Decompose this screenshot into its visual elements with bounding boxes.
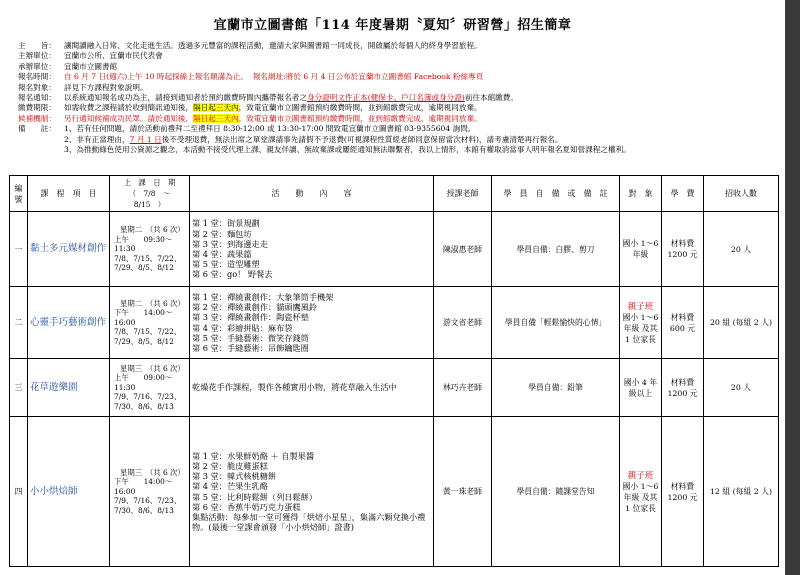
header-quota: 招收人數	[704, 176, 779, 212]
table-row	[10, 359, 779, 417]
fee-label: 繳費期限：	[18, 103, 56, 113]
schedule-day: 星期三 （共 6 次）	[120, 467, 185, 477]
purpose-label: 主 旨：	[18, 41, 56, 50]
schedule-dates-2: 7/29、8/5、8/12	[114, 263, 174, 273]
activity-line: 第 1 堂：禪繞畫創作：大象筆筒手機架	[192, 291, 334, 302]
notice-id-docs: 身分證明文件正本(健保卡、戶口名簿或身分證)	[307, 93, 465, 103]
activity-line: 第 6 堂：go！ 野餐去	[192, 269, 273, 280]
header-fee: 學 費	[662, 176, 704, 212]
waitlist-text-b: ，致電宜蘭市立圖書館預約繳費時間，並到館繳費完成，逾期視同放棄。	[238, 113, 482, 123]
activity-line: 第 5 堂：造型雕塑	[192, 259, 260, 270]
activity-line: 第 2 堂：禪繞畫創作：貓頭鷹風鈴	[192, 302, 318, 313]
prep-cell: 學員自備：白膠、剪刀	[492, 212, 620, 287]
schedule-day: 星期二 （共 6 次）	[120, 225, 185, 235]
remark-2-date: 7 月 1 日	[129, 134, 162, 144]
header-prep: 學 員 自 備 或 備 註	[492, 176, 620, 212]
info-section	[18, 41, 778, 155]
activity-line: 第 6 堂：香蕉牛奶巧克力蛋糕	[192, 501, 301, 512]
notice-label: 報名通知：	[18, 93, 56, 103]
parent-child-label: 親子班	[627, 302, 654, 312]
schedule-dates-2: 7/30、8/6、8/13	[114, 505, 174, 515]
purpose-row	[18, 41, 778, 51]
waitlist-row	[18, 114, 778, 124]
schedule-dates-1: 7/9、7/16、7/23、	[114, 392, 182, 402]
quota-cell: 20 人	[704, 359, 779, 417]
header-target: 對 象	[620, 176, 662, 212]
fee-cell: 材料費 1200 元	[662, 212, 704, 287]
activity-line: 第 6 堂：手縫藝術：吊飾鑰匙圈	[192, 342, 309, 353]
row-no: 二	[10, 287, 28, 359]
notice-row	[18, 93, 778, 103]
activity-cell	[190, 417, 434, 567]
activity-line: 第 3 堂：禪繞畫創作：陶瓷杯墊	[192, 312, 309, 323]
header-date-top: 上 課 日 期	[123, 178, 176, 187]
schedule-cell	[110, 212, 190, 287]
table-row	[10, 417, 779, 567]
row-no: 一	[10, 212, 28, 287]
schedule-time: 下午 14:00～16:00	[114, 477, 173, 496]
activity-line: 第 4 堂：蔬果篇	[192, 249, 252, 259]
fee-text-b: ，致電宜蘭市立圖書館預約繳費時間，並到館繳費完成，逾期視同放棄。	[238, 103, 482, 113]
target-cell: 國小 4 年級以上	[620, 359, 662, 417]
schedule-time: 上午 09:00～11:30	[114, 373, 173, 392]
header-no: 編號	[10, 176, 28, 212]
course-table	[9, 175, 779, 567]
table-row	[10, 287, 779, 359]
parent-child-label: 親子班	[627, 471, 654, 481]
course-name: 黏土多元媒材創作	[28, 212, 110, 287]
reg-target-label: 報名對象：	[18, 82, 56, 92]
activity-line: 集點活動：每參加一堂可獲得「烘焙小星星」，集滿六顆兌換小禮物。(最後一堂課會頒發「小小烘焙師」證書)	[192, 511, 426, 533]
fee-deadline-highlight: 隔日起三天內	[193, 103, 239, 113]
teacher-cell: 黃一珠老師	[434, 417, 492, 567]
reg-time-row	[18, 72, 778, 82]
reg-time-text: 自 6 月 7 日(週六)上午 10 時起採線上報名額滿為止。	[64, 72, 249, 82]
fee-cell: 材料費 1200 元	[662, 359, 704, 417]
activity-line: 第 4 堂：芒果生乳酪	[192, 481, 268, 492]
activity-cell	[190, 359, 434, 417]
organizer-text: 宜蘭市公所、宜蘭市民代表會	[64, 51, 163, 61]
table-header-row	[10, 176, 779, 212]
quota-cell: 12 組 (每組 2 人)	[704, 417, 779, 567]
remark-3: 3、為推動綠色使用公資源之觀念，本活動不接受代理上課、親友伴讀、無故棄課或屢經通知無法聯繫者，我以上情形，本館有權取消當事人明年報名夏知營課程之權利。	[64, 145, 631, 155]
remark-2-row	[18, 135, 778, 145]
activity-line: 第 2 堂：脆皮雞蛋糕	[192, 460, 268, 471]
remark-label: 備 註：	[18, 124, 56, 134]
reg-url-text: 報名網址:將於 6 月 4 日公布於宜蘭市立圖書館 Facebook 粉絲專頁	[252, 72, 484, 82]
schedule-dates-2: 7/30、8/6、8/13	[114, 401, 174, 411]
activity-line: 乾燥花手作課程，製作各種實用小物，將花草融入生活中	[192, 382, 397, 393]
schedule-cell	[110, 359, 190, 417]
remark-1: 1、若有任何問題，請於活動前禮拜二至禮拜日 8:30-12:00 或 13:30-17:00 間致電宜蘭市立圖書館 03-9355604 詢問。	[64, 124, 476, 134]
schedule-time: 上午 09:30～11:30	[114, 234, 173, 254]
host-text: 宜蘭市立圖書館	[64, 61, 118, 71]
reg-target-text: 詳見下方課程對象說明。	[64, 82, 148, 92]
prep-cell: 學員自備「輕鬆愉快的心情」	[492, 287, 620, 359]
schedule-dates-1: 7/8、7/15、7/22、	[114, 327, 182, 337]
remark-2-b: 後不受理退費，無法出席之單堂課請事先請假不予退費(可視課程性質經老師同意保留當次材料)，請考慮清楚再行報名。	[161, 134, 563, 144]
waitlist-deadline-highlight: 隔日起三天內	[193, 113, 239, 123]
schedule-dates-2: 7/29、8/5、8/12	[114, 336, 174, 346]
prep-cell: 學員自備：鉛筆	[492, 359, 620, 417]
schedule-day: 星期三 （共 6 次）	[120, 363, 185, 373]
schedule-time: 下午 14:00～16:00	[114, 308, 173, 327]
activity-line: 第 1 堂：水果鮮奶酪 ＋ 自製果醬	[192, 450, 315, 461]
schedule-cell	[110, 287, 190, 359]
organizer-label: 主辦單位：	[18, 51, 56, 61]
page-title: 宜蘭市立圖書館「114 年度暑期〝夏知〞研習營」招生簡章	[213, 18, 572, 33]
fee-row	[18, 103, 778, 113]
activity-line: 第 5 堂：手縫藝術：微笑存錢筒	[192, 332, 309, 343]
header-activity: 活 動 內 容	[190, 176, 434, 212]
waitlist-label: 候補機制：	[18, 113, 56, 123]
fee-text-a: 如需收費之課程請於收到簡訊通知後，	[64, 103, 194, 113]
prep-cell: 學員自備：隨課堂告知	[492, 417, 620, 567]
activity-line: 第 4 堂：彩繪拼貼：麻布袋	[192, 322, 293, 333]
activity-line: 第 1 堂：街景規劃	[192, 218, 260, 229]
header-date	[110, 176, 190, 212]
teacher-cell: 林巧卉老師	[434, 359, 492, 417]
activity-line: 第 2 堂：麵包坊	[192, 228, 252, 239]
target-cell	[620, 417, 662, 567]
target-text: 國小 1～6 年級 及其 1 位家長	[622, 482, 659, 513]
row-no: 四	[10, 417, 28, 567]
course-name: 花草遊樂園	[28, 359, 110, 417]
schedule-dates-1: 7/8、7/15、7/22、	[114, 253, 182, 263]
activity-line: 第 3 堂：到海邊走走	[192, 238, 268, 249]
header-course: 課 程 項 目	[28, 176, 110, 212]
schedule-dates-1: 7/9、7/16、7/23、	[114, 496, 182, 506]
purpose-text: 讓閱讀融入日常、文化走進生活。透過多元豐富的課程活動，邀請大家與圖書館一同成長，開啟屬於每個人的終身學習旅程。	[64, 41, 482, 50]
target-cell	[620, 287, 662, 359]
remark-2-a: 2、非有正當理由，	[64, 134, 130, 144]
fee-cell: 材料費 600 元	[662, 287, 704, 359]
schedule-cell	[110, 417, 190, 567]
activity-cell	[190, 212, 434, 287]
quota-cell: 20 人	[704, 212, 779, 287]
course-name: 小小烘焙師	[28, 417, 110, 567]
reg-target-row	[18, 83, 778, 93]
notice-text-b: 前往本館繳費。	[464, 93, 518, 103]
target-text: 國小 1～6 年級 及其 1 位家長	[622, 313, 659, 344]
course-name: 心靈手巧藝術創作	[28, 287, 110, 359]
teacher-cell: 游文省老師	[434, 287, 492, 359]
quota-cell: 20 組 (每組 2 人)	[704, 287, 779, 359]
schedule-day: 星期二 （共 6 次）	[120, 298, 185, 308]
table-row	[10, 212, 779, 287]
notice-text-a: 以系統通知報名成功為主，請接到通知者於預約繳費時間內攜帶報名者之	[64, 93, 307, 103]
header-teacher: 授課老師	[434, 176, 492, 212]
organizer-row	[18, 51, 778, 61]
activity-line: 第 3 堂：韓式核桃糖餅	[192, 471, 277, 482]
host-row	[18, 62, 778, 72]
row-no: 三	[10, 359, 28, 417]
teacher-cell: 陳淑惠老師	[434, 212, 492, 287]
activity-cell	[190, 287, 434, 359]
remark-row	[18, 124, 778, 134]
fee-cell: 材料費 1200 元	[662, 417, 704, 567]
host-label: 承辦單位：	[18, 61, 56, 71]
waitlist-text-a: 另行通知候補成功民眾。請於通知後，	[64, 113, 194, 123]
remark-3-row	[18, 145, 778, 155]
header-date-range: （ 7/8 ～ 8/15 ）	[128, 189, 178, 209]
target-cell: 國小 1～6 年級	[620, 212, 662, 287]
reg-time-label: 報名時間：	[18, 72, 56, 82]
activity-line: 第 5 堂：比利時鬆餅（列日鬆餅）	[192, 491, 318, 502]
